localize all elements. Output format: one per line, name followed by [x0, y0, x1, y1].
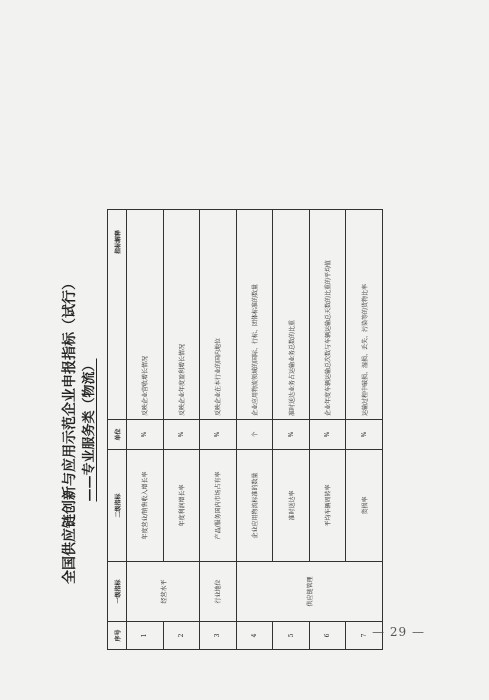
row-no: 2 [163, 622, 200, 650]
header-level2: 二级指标 [108, 450, 127, 562]
row-no: 6 [309, 622, 346, 650]
row-unit: % [163, 420, 200, 450]
indicator-table [107, 209, 383, 650]
row-level2: 年度营业/销售收入增长率 [127, 450, 164, 562]
subtitle-text: ——专业服务类（物流） [82, 358, 97, 502]
row-desc: 反映企业营收增长情况 [127, 210, 164, 420]
row-desc: 企业应用物流领域的国际、行标、团体标准的数量 [236, 210, 273, 420]
row-unit: % [273, 420, 310, 450]
row-no: 4 [236, 622, 273, 650]
row-unit: % [127, 420, 164, 450]
row-level2: 准时送达率 [273, 450, 310, 562]
row-level2: 企业应用物流标准的数量 [236, 450, 273, 562]
row-level2: 货损率 [346, 450, 383, 562]
row-unit: % [200, 420, 237, 450]
row-level2: 年度利润增长率 [163, 450, 200, 562]
row-no: 5 [273, 622, 310, 650]
document-subtitle [78, 210, 97, 650]
header-no: 序号 [108, 622, 127, 650]
row-desc: 运输过程中破损、湿损、丢失、污染等的货物比率 [346, 210, 383, 420]
table-row [127, 210, 164, 650]
header-desc: 指标解释 [108, 210, 127, 420]
row-no: 3 [200, 622, 237, 650]
table-header-row [108, 210, 127, 650]
rotated-content [59, 210, 389, 650]
group-cell: 供应链管理 [236, 562, 382, 622]
row-unit: % [309, 420, 346, 450]
row-desc: 反映企业年度盈利增长情况 [163, 210, 200, 420]
table-row [200, 210, 237, 650]
row-unit: 个 [236, 420, 273, 450]
row-desc: 企业年度车辆运输总次数与车辆运输总天数的比重的平均值 [309, 210, 346, 420]
header-level1: 一级指标 [108, 562, 127, 622]
row-level2: 平均车辆周转率 [309, 450, 346, 562]
document-title: 全国供应链创新与应用示范企业申报指标（试行） [62, 276, 78, 584]
header-unit: 单位 [108, 420, 127, 450]
row-level2: 产品/服务国内市场占有率 [200, 450, 237, 562]
row-desc: 准时送达业务占运输业务总数的比重 [273, 210, 310, 420]
row-desc: 反映企业在本行业的国内地位 [200, 210, 237, 420]
row-no: 1 [127, 622, 164, 650]
row-no: 7 [346, 622, 383, 650]
group-cell: 经营水平 [127, 562, 200, 622]
row-unit: % [346, 420, 383, 450]
group-cell: 行业地位 [200, 562, 237, 622]
table-row [236, 210, 273, 650]
page-number: — 29 — [372, 625, 425, 639]
